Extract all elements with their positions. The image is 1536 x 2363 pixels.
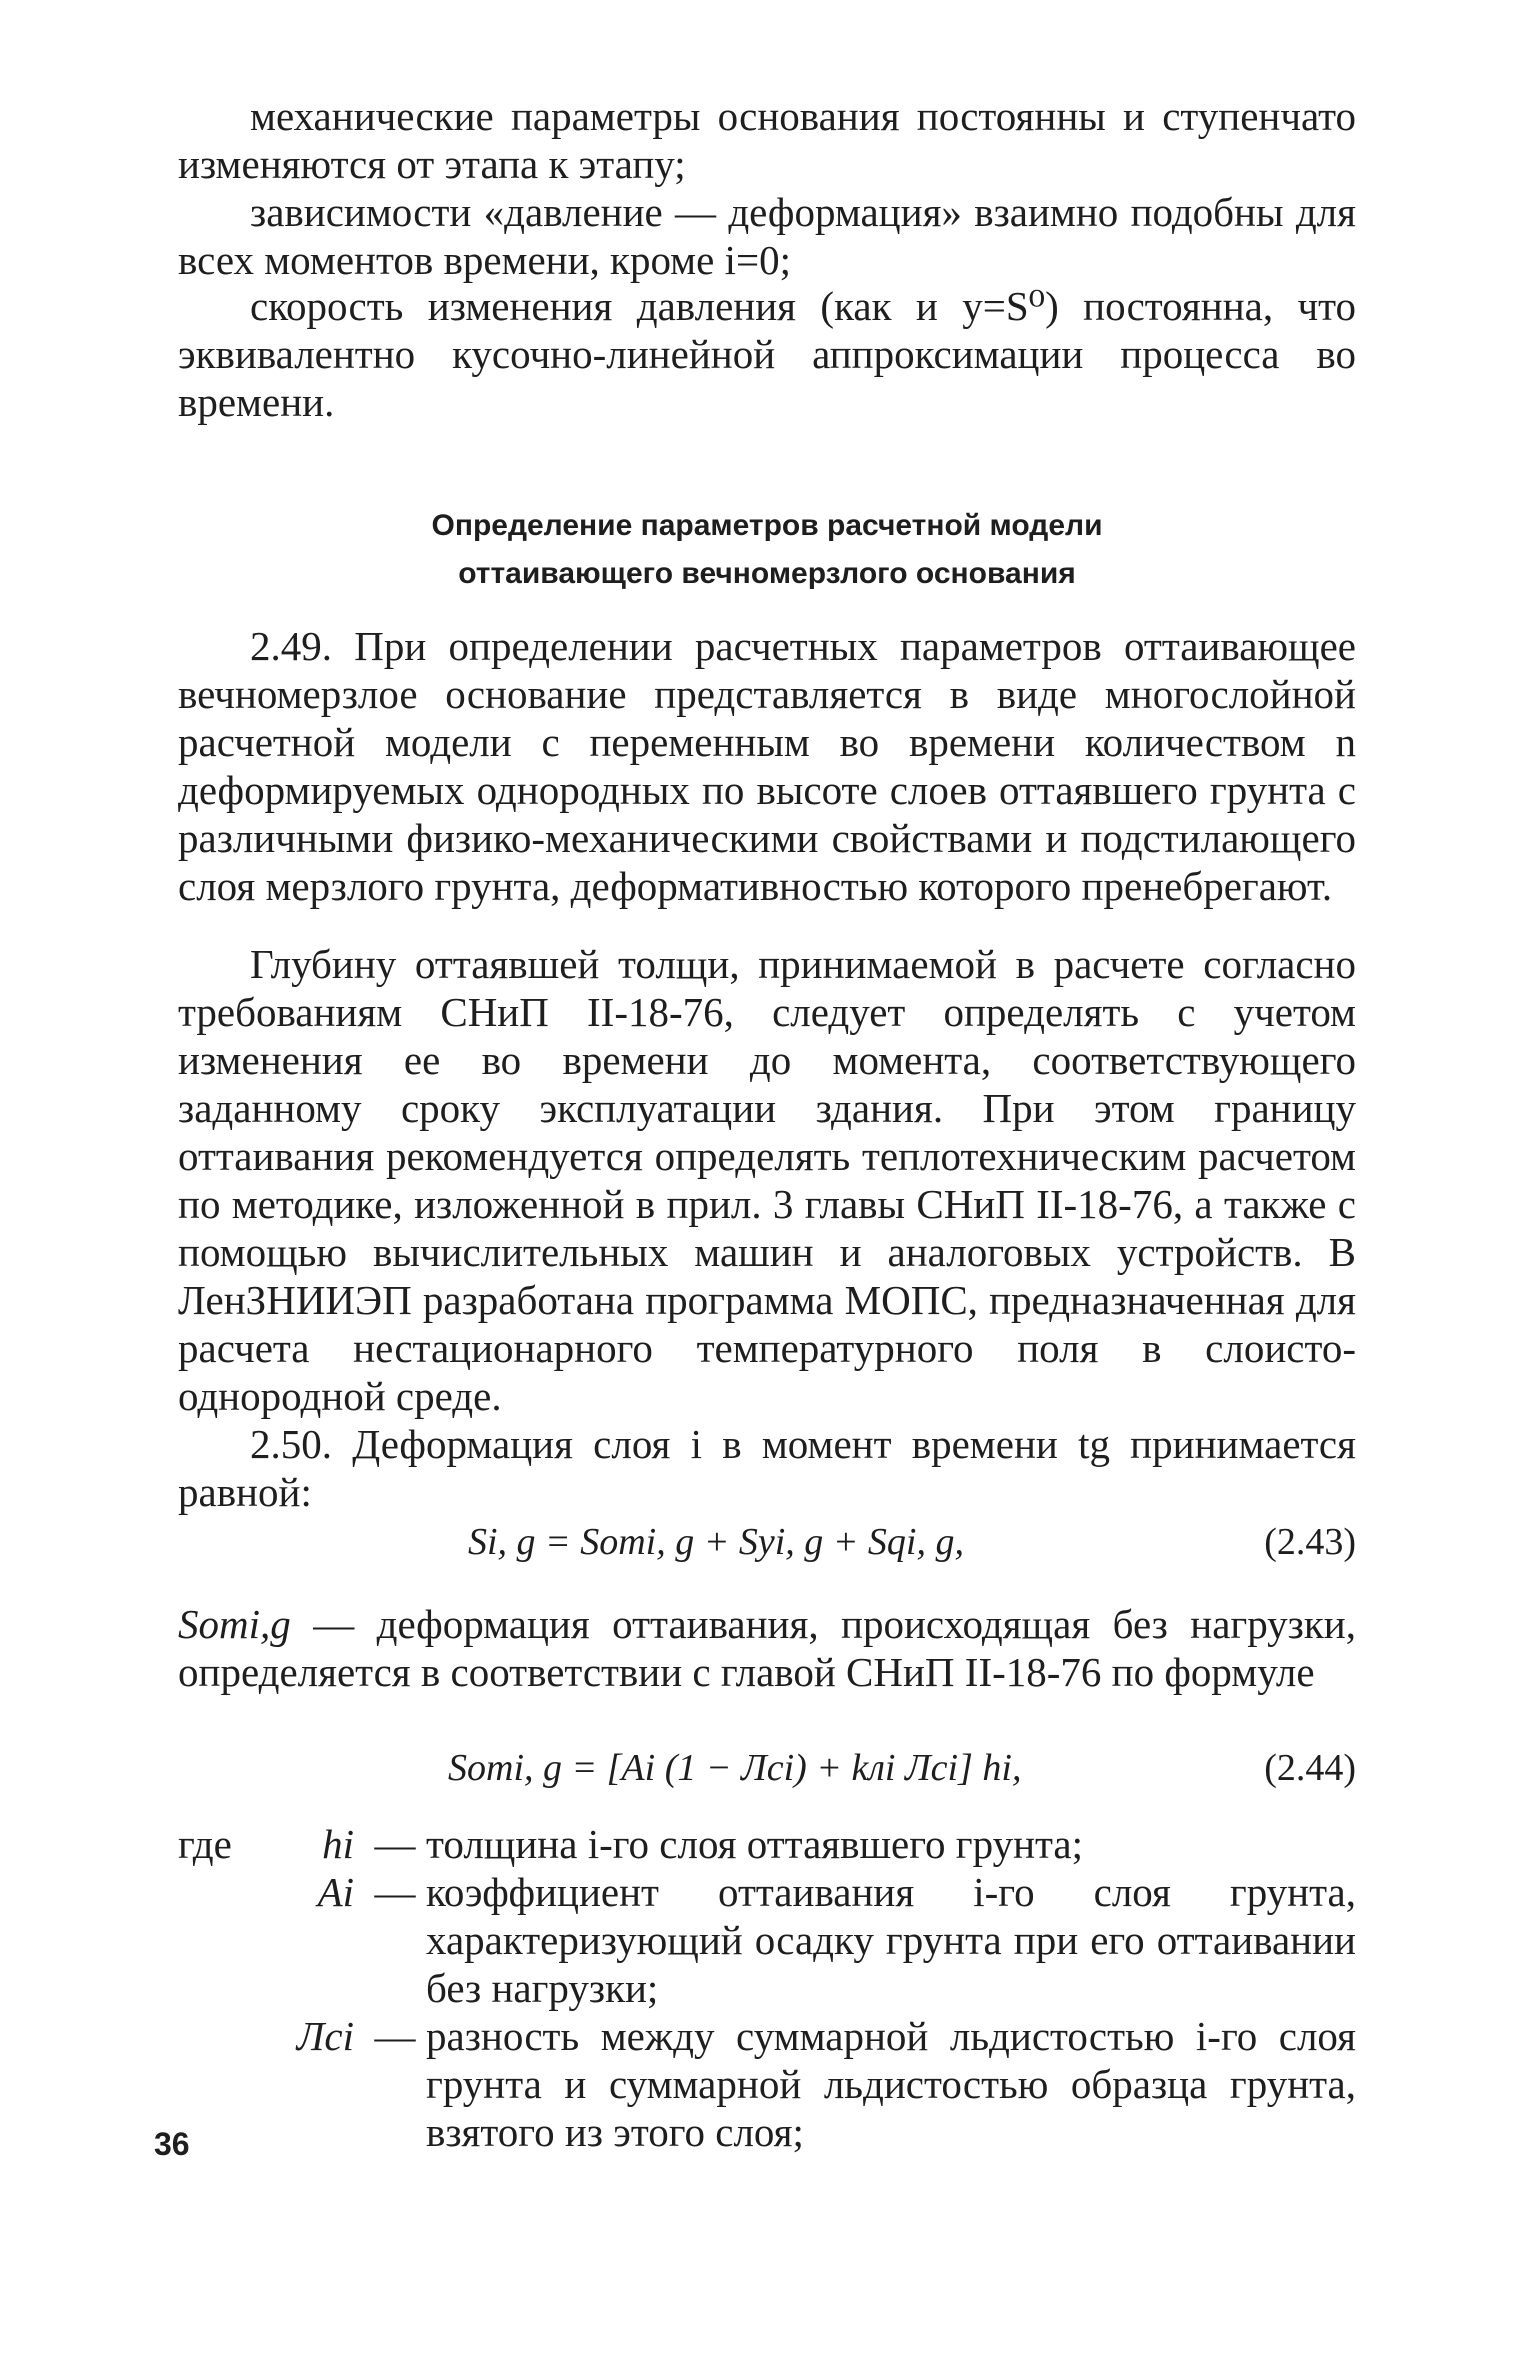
- definition-text: толщина i-го слоя оттаявшего грунта;: [426, 1821, 1084, 1867]
- formula-2-44-number: (2.44): [1264, 1747, 1356, 1789]
- definition-dash: —: [374, 1869, 416, 1915]
- definition-prefix: [178, 1868, 264, 2012]
- formula-2-43: [178, 1520, 1356, 1576]
- section-heading-line-2: оттаивающего вечномерзлого основания: [458, 557, 1076, 590]
- definition-text: коэффициент оттаивания i-го слоя грунта, характеризующий осадку грунта при его оттаивании без нагрузки;: [426, 1869, 1356, 2011]
- formula-2-44-expression: Sотi, g = [Ai (1 − Лci) + kлi Лci] hi,: [448, 1747, 1022, 1789]
- definitions-list: [178, 1820, 1356, 2156]
- thaw-deformation-symbol: Sотi,g: [178, 1601, 291, 1647]
- definition-prefix: [178, 2012, 264, 2156]
- definition-dash: —: [374, 2013, 416, 2059]
- formula-2-43-expression: Si, g = Sотi, g + Syi, g + Sqi, g,: [468, 1521, 964, 1563]
- intro-item-3: скорость изменения давления (как и y=S⁰) постоянна, что эквивалентно кусочно-линейной аппроксимации процесса во времени.: [178, 283, 1356, 425]
- definition-text: разность между суммарной льдистостью i-го слоя грунта и суммарной льдистостью образца грунта, взятого из этого слоя;: [426, 2013, 1356, 2155]
- definition-symbol: Ai: [317, 1869, 354, 1915]
- page-number: 36: [154, 2126, 190, 2162]
- formula-2-43-number: (2.43): [1264, 1521, 1356, 1563]
- definition-a: [178, 1868, 1356, 2012]
- definition-lc: [178, 2012, 1356, 2156]
- definition-dash: —: [374, 1821, 416, 1867]
- paragraph-thaw-depth: Глубину оттаявшей толщи, принимаемой в расчете согласно требованиям СНиП II-18-76, следует определять с учетом изменения ее во времени до момента, соответствующего заданному сроку эксплуатации здания. При этом границу оттаивания рекомендуется определять теплотехническим расчетом по методике, изложенной в прил. 3 главы СНиП II-18-76, а также с помощью вычислительных машин и аналоговых устройств. В ЛенЗНИИЭП разработана программа МОПС, предназначенная для расчета нестационарного температурного поля в слоисто-однородной среде.: [178, 941, 1356, 1419]
- definition-h: [178, 1820, 1356, 1868]
- definition-symbol: hi: [322, 1821, 354, 1867]
- intro-item-1: механические параметры основания постоянны и ступенчато изменяются от этапа к этапу;: [178, 93, 1356, 187]
- section-heading-line-1: Определение параметров расчетной модели: [431, 509, 1103, 542]
- thaw-deformation-text: — деформация оттаивания, происходящая без нагрузки, определяется в соответствии с главой СНиП II-18-76 по формуле: [178, 1601, 1356, 1695]
- paragraph-2-50: 2.50. Деформация слоя i в момент времени tg принимается равной:: [178, 1421, 1356, 1515]
- paragraph-2-49: 2.49. При определении расчетных параметров оттаивающее вечномерзлое основание представляется в виде многослойной расчетной модели с переменным во времени количеством n деформируемых однородных по высоте слоев оттаявшего грунта с различными физико-механическими свойствами и подстилающего слоя мерзлого грунта, деформативностью которого пренебрегают.: [178, 623, 1356, 909]
- definition-prefix: где: [178, 1821, 232, 1867]
- intro-item-2: зависимости «давление — деформация» взаимно подобны для всех моментов времени, кроме i=0;: [178, 189, 1356, 283]
- definition-symbol: Лci: [296, 2013, 354, 2059]
- paragraph-thaw-deformation: [178, 1600, 1356, 1696]
- formula-2-44: [178, 1746, 1356, 1802]
